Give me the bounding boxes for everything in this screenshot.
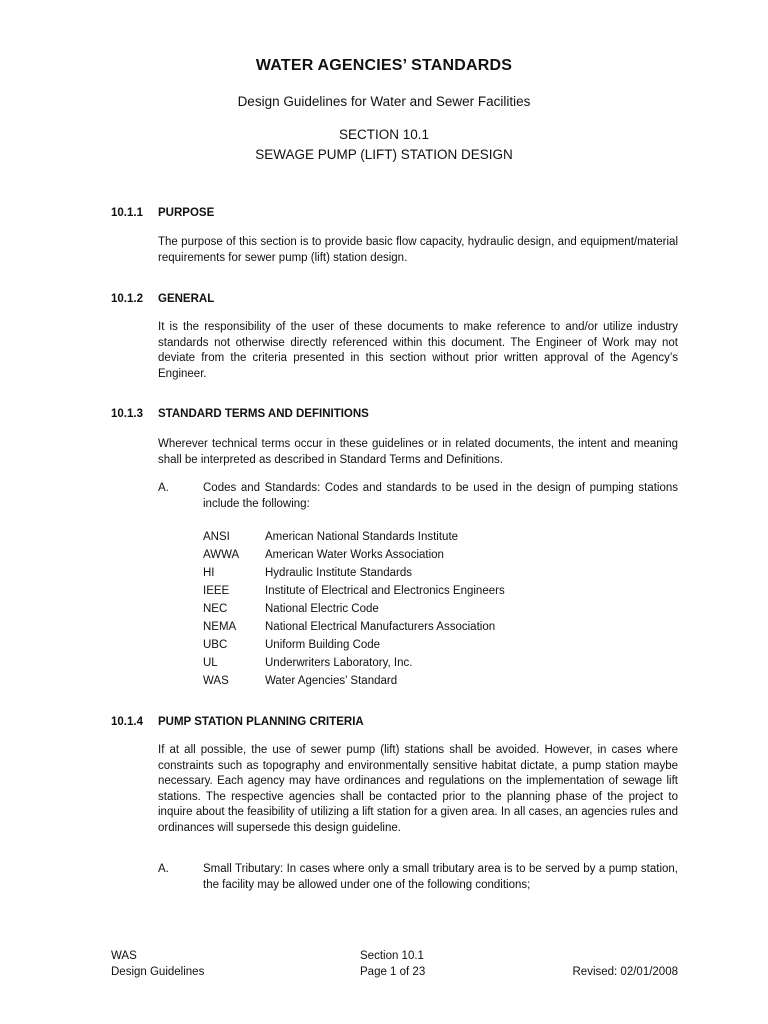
item-letter: A.	[158, 482, 169, 494]
heading-general	[111, 293, 214, 305]
heading-number: 10.1.1	[111, 207, 143, 219]
abbreviation-row	[203, 672, 505, 690]
abbreviation-name: Hydraulic Institute Standards	[265, 567, 413, 579]
general-paragraph: It is the responsibility of the user of these documents to make reference to and/or utilize industry standards not otherwise directly referenced within this document. The Engineer of Work may not deviate from the criteria presented in this section without prior written approval of the Agency’s Engineer.	[158, 321, 678, 380]
abbreviation-code: UBC	[203, 639, 228, 651]
abbreviation-name: National Electrical Manufacturers Association	[265, 621, 496, 633]
footer-doc-name: Design Guidelines	[111, 966, 205, 978]
terms-item-a	[158, 481, 678, 512]
footer-revised-date: Revised: 02/01/2008	[572, 966, 678, 978]
footer-middle	[360, 948, 425, 980]
planning-item-a	[158, 862, 678, 893]
abbreviation-name: Uniform Building Code	[265, 639, 381, 651]
heading-number: 10.1.4	[111, 716, 143, 728]
abbreviation-name: American National Standards Institute	[265, 531, 459, 543]
abbreviation-name: Water Agencies’ Standard	[265, 675, 398, 687]
abbreviation-row	[203, 636, 505, 654]
heading-purpose	[111, 207, 214, 219]
footer-section: Section 10.1	[360, 950, 424, 962]
heading-title: GENERAL	[158, 293, 215, 305]
abbreviation-name: Institute of Electrical and Electronics Engineers	[265, 585, 505, 597]
abbreviation-row	[203, 546, 505, 564]
heading-number: 10.1.3	[111, 408, 143, 420]
abbreviation-name: American Water Works Association	[265, 549, 444, 561]
item-text: Codes and Standards: Codes and standards to be used in the design of pumping stations include the following:	[203, 482, 678, 510]
item-text: Small Tributary: In cases where only a small tributary area is to be served by a pump station, the facility may be allowed under one of the following conditions;	[203, 863, 678, 891]
purpose-paragraph: The purpose of this section is to provide basic flow capacity, hydraulic design, and equipment/material requirements for sewer pump (lift) station design.	[158, 236, 678, 264]
footer-right	[520, 948, 678, 980]
abbreviation-code: UL	[203, 657, 218, 669]
abbreviation-code: IEEE	[203, 585, 230, 597]
footer-left	[111, 948, 204, 980]
abbreviation-name: National Electric Code	[265, 603, 379, 615]
abbreviation-row	[203, 600, 505, 618]
abbreviation-code: ANSI	[203, 531, 230, 543]
heading-terms	[111, 408, 369, 420]
abbreviation-code: WAS	[203, 675, 229, 687]
abbreviation-row	[203, 654, 505, 672]
heading-title: PUMP STATION PLANNING CRITERIA	[158, 716, 364, 728]
footer-page-number: Page 1 of 23	[360, 966, 426, 978]
section-name: SEWAGE PUMP (LIFT) STATION DESIGN	[255, 147, 513, 162]
abbreviation-row	[203, 582, 505, 600]
planning-paragraph: If at all possible, the use of sewer pump (lift) stations shall be avoided. However, in cases where constraints such as topography and environmentally sensitive habitat dictate, a pump station maybe necessary. Each agency may have ordinances and regulations on the implementation of sewage lift stations. The respective agencies shall be contacted prior to the planning phase of the project to inquire about the feasibility of utilizing a lift station for a given area. In all cases, an agencies rules and ordinances will supersede this design guideline.	[158, 744, 678, 834]
heading-number: 10.1.2	[111, 293, 143, 305]
abbreviation-code: HI	[203, 567, 215, 579]
terms-paragraph: Wherever technical terms occur in these guidelines or in related documents, the intent and meaning shall be interpreted as described in Standard Terms and Definitions.	[158, 438, 678, 466]
heading-title: STANDARD TERMS AND DEFINITIONS	[158, 408, 369, 420]
abbreviation-code: AWWA	[203, 549, 240, 561]
abbreviation-code: NEC	[203, 603, 228, 615]
heading-title: PURPOSE	[158, 207, 215, 219]
section-number: SECTION 10.1	[338, 127, 430, 142]
footer-org: WAS	[111, 950, 137, 962]
abbreviation-row	[203, 564, 505, 582]
abbreviation-name: Underwriters Laboratory, Inc.	[265, 657, 413, 669]
abbreviation-list	[203, 528, 505, 690]
item-letter: A.	[158, 863, 169, 875]
abbreviation-code: NEMA	[203, 621, 237, 633]
document-subtitle: Design Guidelines for Water and Sewer Facilities	[237, 94, 531, 109]
abbreviation-row	[203, 528, 505, 546]
abbreviation-row	[203, 618, 505, 636]
document-title: WATER AGENCIES’ STANDARDS	[255, 57, 513, 74]
heading-planning	[111, 716, 364, 728]
